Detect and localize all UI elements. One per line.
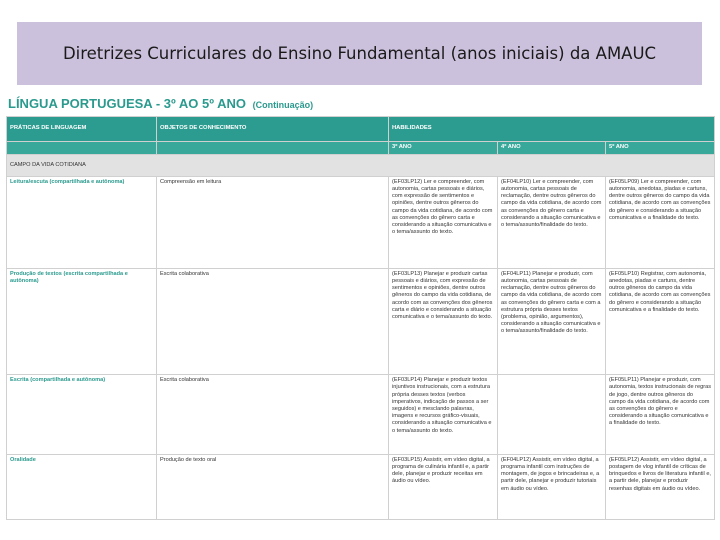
header-ano-4: 4º ANO <box>498 142 606 155</box>
header-habilidades: HABILIDADES <box>389 117 715 142</box>
header-blank-1 <box>7 142 157 155</box>
ano5-cell: (EF05LP09) Ler e compreender, com autonomia, anedotas, piadas e cartuns, dentre outros gêneros do campo da vida cotidiana, de acordo com as convenções do gênero e considerando a situação comunicativa e a finalidade do texto. <box>606 176 715 268</box>
pratica-cell: Leitura/escuta (compartilhada e autônoma) <box>7 176 157 268</box>
ano3-cell: (EF03LP15) Assistir, em vídeo digital, a programa de culinária infantil e, a partir dele, planejar e produzir receitas em áudio ou vídeo. <box>389 454 498 519</box>
header-objetos: OBJETOS DE CONHECIMENTO <box>157 117 389 142</box>
title-banner <box>17 22 702 85</box>
ano5-cell: (EF05LP10) Registrar, com autonomia, anedotas, piadas e cartuns, dentre outros gêneros do campo da vida cotidiana, de acordo com as convenções do gênero e considerando a situação comunicativa e a finalidade do texto. <box>606 268 715 375</box>
header-praticas: PRÁTICAS DE LINGUAGEM <box>7 117 157 142</box>
section-row: CAMPO DA VIDA COTIDIANA <box>7 155 715 177</box>
header-ano-3: 3º ANO <box>389 142 498 155</box>
ano5-cell: (EF05LP12) Assistir, em vídeo digital, a postagem de vlog infantil de críticas de brinquedos e livros de literatura infantil e, a partir dele, planejar e produzir resenhas digitais em áudio ou vídeo. <box>606 454 715 519</box>
ano4-cell: (EF04LP11) Planejar e produzir, com autonomia, cartas pessoais de reclamação, dentre outros gêneros do campo da vida cotidiana, de acordo com as convenções do gênero carta e com a estrutura própria desses textos (problema, opinião, argumentos), considerando a situação comunicativa e o tema/assunto/finalidade do texto. <box>498 268 606 375</box>
ano4-cell <box>498 375 606 455</box>
subject-title: LÍNGUA PORTUGUESA - 3º AO 5º ANO <box>8 96 246 111</box>
table-row <box>7 375 715 455</box>
continuation-label: (Continuação) <box>252 100 314 110</box>
slide-title: Diretrizes Curriculares do Ensino Fundamental (anos iniciais) da AMAUC <box>62 44 657 63</box>
table-row <box>7 268 715 375</box>
header-blank-2 <box>157 142 389 155</box>
objeto-cell: Produção de texto oral <box>157 454 389 519</box>
objeto-cell: Escrita colaborativa <box>157 375 389 455</box>
ano4-cell: (EF04LP10) Ler e compreender, com autonomia, cartas pessoais de reclamação, dentre outros gêneros do campo da vida cotidiana, de acordo com as convenções do gênero carta e considerando a situação comunicativa e o tema/assunto/finalidade do texto. <box>498 176 606 268</box>
ano3-cell: (EF03LP12) Ler e compreender, com autonomia, cartas pessoais e diários, com expressão de sentimentos e opiniões, dentre outros gêneros do campo da vida cotidiana, de acordo com as convenções do gênero carta e considerando a situação comunicativa e o tema/assunto do texto. <box>389 176 498 268</box>
pratica-cell: Produção de textos (escrita compartilhada e autônoma) <box>7 268 157 375</box>
curriculum-table <box>6 116 715 520</box>
pratica-cell: Oralidade <box>7 454 157 519</box>
objeto-cell: Escrita colaborativa <box>157 268 389 375</box>
ano4-cell: (EF04LP12) Assistir, em vídeo digital, a programa infantil com instruções de montagem, de jogos e brincadeiras e, a partir dele, planejar e produzir tutoriais em áudio ou vídeo. <box>498 454 606 519</box>
table-row <box>7 176 715 268</box>
objeto-cell: Compreensão em leitura <box>157 176 389 268</box>
document-heading <box>8 96 313 111</box>
ano5-cell: (EF05LP11) Planejar e produzir, com autonomia, textos instrucionais de regras de jogo, dentre outros gêneros do campo da vida cotidiana, de acordo com as convenções do gênero e considerando a situação comunicativa e a finalidade do texto. <box>606 375 715 455</box>
header-ano-5: 5º ANO <box>606 142 715 155</box>
pratica-cell: Escrita (compartilhada e autônoma) <box>7 375 157 455</box>
ano3-cell: (EF03LP14) Planejar e produzir textos injuntivos instrucionais, com a estrutura própria desses textos (verbos imperativos, indicação de passos a ser seguidos) e mesclando palavras, imagens e recursos gráfico-visuais, considerando a situação comunicativa e o tema/assunto do texto. <box>389 375 498 455</box>
table-row <box>7 454 715 519</box>
ano3-cell: (EF03LP13) Planejar e produzir cartas pessoais e diários, com expressão de sentimentos e opiniões, dentre outros gêneros do campo da vida cotidiana, de acordo com as convenções dos gêneros carta e diário e considerando a situação comunicativa e o tema/assunto do texto. <box>389 268 498 375</box>
